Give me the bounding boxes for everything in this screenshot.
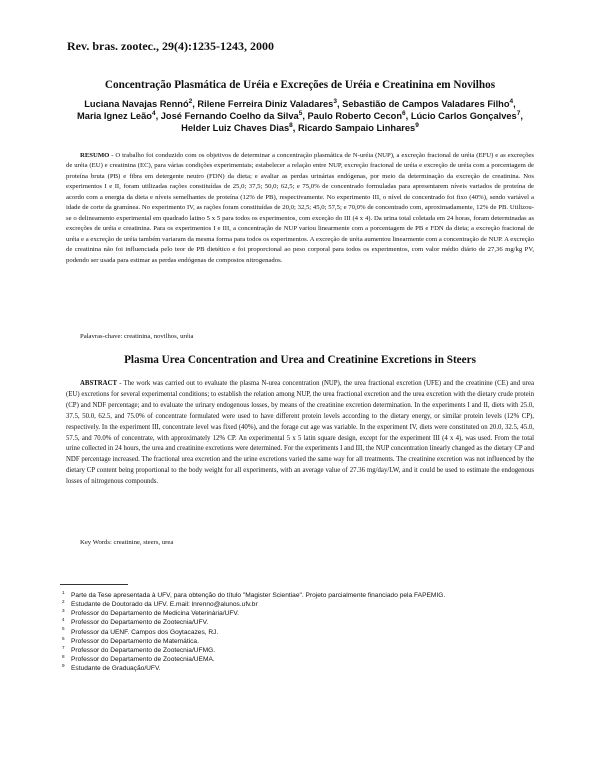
- footnote: $^8$ Professor do Departamento de Zootecnia/UEMA.: [62, 653, 215, 664]
- footnote: $^3$ Professor do Departamento de Medicina Veterinária/UFV.: [62, 608, 239, 618]
- footnote: $^7$ Professor do Departamento de Zootecnia/UFMG.: [62, 644, 216, 654]
- footnote: $^2$ Estudante de Doutorado da UFV. E.mail: lnrenno@alunos.ufv.br: [62, 598, 258, 609]
- author: Maria Ignez Leão$^4$,: [77, 109, 161, 121]
- author-list: [74, 98, 526, 134]
- journal-citation: Rev. bras. zootec., 29(4):1235-1243, 2000: [67, 39, 274, 53]
- footnotes: [62, 591, 542, 673]
- author: Rilene Ferreira Diniz Valadares$^3$,: [197, 97, 343, 109]
- abstract-text: - The work was carried out to evaluate the plasma N-urea concentration (NUP), the urea fractional excretion (UFE) and the creatinine (CE) and urea (EU) excretions for several experimental conditions; to establish the relation among NUP, the urea fractional excretion and the urea excretion with the dietary crude protein (CP) and NDF percentage; and to evaluate the urinary endogenous losses, by means of the creatinine excretion determination. In the experiments I and II, diets with 25.0, 37.5, 50.0, 62.5, and 75.0% of concentrate formulated were used to have different protein levels according to the dietary energy, or similar protein levels (12% CP), respectively. In the experiment III, concentrate level was fixed (40%), and the forage cut age was variable. In the experiment IV, diets were constituted on 20.0, 32.5, 45.0, 57.5, and 70.0% of concentrate, with approximately 12% CP. An experimental 5 x 5 latin square design, except for the experiment III (4 x 4), was used. From the total urine collected in 24 hours, the urea and creatinine excretions were determined. For the experiments I and III, the NUP concentration linearly changed as the dietary CP and NDF percentage increased. The fractional urea excretion and the urine excretions varied the same way for all treatments. The creatinine excretion was not influenced by the dietary CP content being proportional to the body weight for all experiments, with an average value of 27.36 mg/day/LW, and it could be used to estimate the endogenous losses of nitrogenous compounds.: [66, 380, 534, 486]
- footnote: $^9$ Estudante de Graduação/UFV.: [62, 663, 161, 673]
- author: Sebastião de Campos Valadares Filho$^4$,: [342, 97, 516, 109]
- author: Helder Luiz Chaves Dias$^8$,: [181, 121, 298, 133]
- title-portuguese: Concentração Plasmática de Uréia e Excreções de Uréia e Creatinina em Novilhos: [104, 79, 496, 91]
- abstract-label: ABSTRACT: [80, 380, 118, 387]
- resumo-label: RESUMO: [80, 152, 110, 159]
- author: Lúcio Carlos Gonçalves$^7$,: [410, 109, 523, 121]
- footnote: $^4$ Professor do Departamento de Zootecnia/UFV.: [62, 617, 209, 627]
- author: Luciana Navajas Rennó$^2$,: [84, 97, 198, 109]
- keywords-portuguese: Palavras-chave: creatinina, novilhos, uréia: [80, 333, 194, 340]
- author: Paulo Roberto Cecon$^6$,: [307, 109, 411, 121]
- resumo-block: [66, 151, 534, 266]
- author: José Fernando Coelho da Silva$^5$,: [160, 109, 308, 121]
- footnote: $^1$ Parte da Tese apresentada à UFV, para obtenção do título "Magister Scientiae". Projeto parcialmente financiado pela FAPEMIG.: [62, 589, 446, 599]
- keywords-english: Key Words: creatinine, steers, urea: [80, 539, 174, 546]
- author: Ricardo Sampaio Linhares$^9$: [297, 121, 419, 133]
- abstract-block: [66, 379, 534, 488]
- footnote: $^5$ Professor da UENF. Campos dos Goytacazes, RJ.: [62, 626, 219, 636]
- footnote-divider: [60, 584, 128, 585]
- footnote: $^6$ Professor do Departamento de Matemática.: [62, 635, 199, 645]
- title-english: Plasma Urea Concentration and Urea and Creatinine Excretions in Steers: [124, 354, 476, 366]
- resumo-text: - O trabalho foi conduzido com os objetivos de determinar a concentração plasmática de N-uréia (NUP), a excreção fracional de uréia (EFU) e as excreções de uréia (EU) e creatinina (EC), para várias condições experimentais; estabelecer a relação entre NUP, excreção fracional de uréia e excreção de uréia com a porcentagem de proteína bruta (PB) e fibra em detergente neutro (FDN) da dieta; e avaliar as perdas urinárias endógenas, por meio da determinação da excreção de creatinina. Nos experimentos I e II, foram utilizadas rações constituídas de 25,0; 37,5; 50,0; 62,5; e 75,0% de concentrado formuladas para apresentarem níveis variados de proteína de acordo com a energia da dieta e níveis semelhantes de proteína (12% de PB), respectivamente. No experimento III, o nível de concentrado foi fixo (40%), sendo variável a idade de corte da gramínea. No experimento IV, as rações foram constituídas de 20,0; 32,5; 45,0; 57,5; e 70,0% de concentrado com, aproximadamente, 12% de PB. Utilizou-se o delineamento experimental em quadrado latino 5 x 5 para todos os experimentos, com exceção do III (4 x 4). Da urina total coletada em 24 horas, foram determinadas as excreções de uréia e creatinina. Para os experimentos I e III, a concentração de NUP variou linearmente com a porcentagem de PB e FDN da dieta; a excreção fracional de uréia e a excreção de uréia também variaram da mesma forma para todos os experimentos. A excreção de uréia aumentou linearmente com a concentração de NUP. A excreção de creatinina não foi influenciada pelo teor de PB dietético e foi proporcional ao peso corporal para todos os experimentos, com valor médio diário de 27,36 mg/kg PV, podendo ser usada para estimar as perdas endógenas de compostos nitrogenados.: [66, 152, 534, 264]
